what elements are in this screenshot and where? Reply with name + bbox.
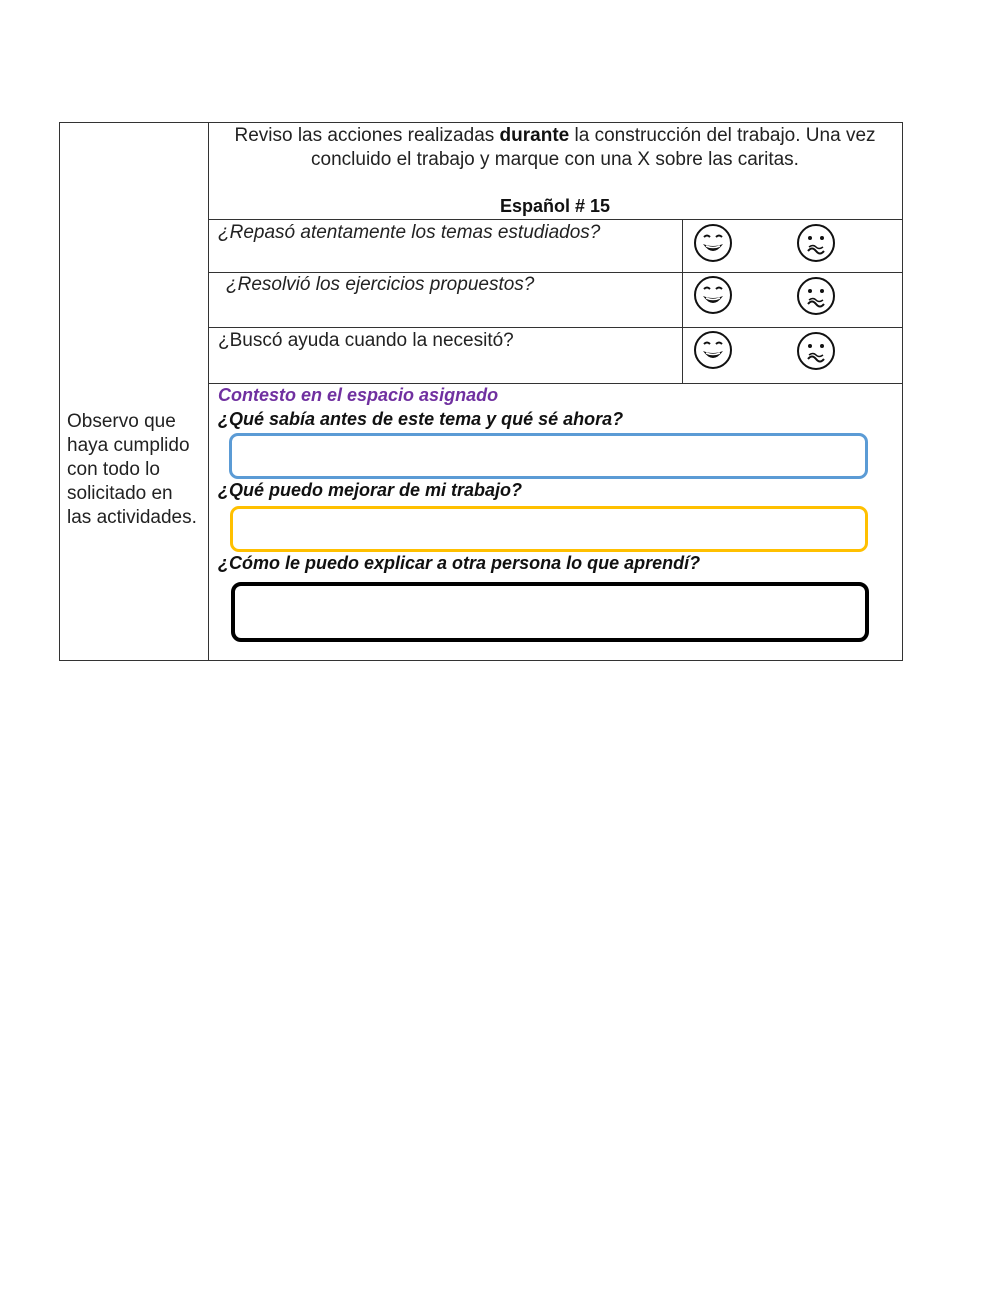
sad-face-icon[interactable] bbox=[796, 223, 836, 263]
reflection-question-2: ¿Qué puedo mejorar de mi trabajo? bbox=[218, 480, 523, 500]
question-1: ¿Repasó atentamente los temas estudiados? bbox=[218, 222, 601, 243]
answer-box-3[interactable] bbox=[231, 582, 869, 642]
answer-box-1[interactable] bbox=[229, 433, 868, 479]
row-divider-3 bbox=[208, 383, 902, 384]
column-divider-left bbox=[208, 122, 209, 661]
criterion-text: Observo que haya cumplido con todo lo solicitado en las actividades. bbox=[67, 411, 197, 528]
instructions-part-2: la construcción del trabajo. Una vez concluido el trabajo y marque con una X sobre las caritas. bbox=[311, 125, 876, 170]
self-assessment-table bbox=[59, 122, 903, 661]
row-divider-2 bbox=[208, 327, 902, 328]
question-3: ¿Buscó ayuda cuando la necesitó? bbox=[218, 330, 514, 351]
happy-face-icon[interactable] bbox=[693, 223, 733, 263]
page-title: Español # 15 bbox=[499, 196, 611, 216]
happy-face-icon[interactable] bbox=[693, 330, 733, 370]
instructions-part-1: Reviso las acciones realizadas bbox=[234, 125, 500, 146]
instructions bbox=[211, 124, 899, 172]
answer-box-2[interactable] bbox=[230, 506, 868, 552]
row-divider-title bbox=[208, 219, 902, 220]
column-divider-faces bbox=[682, 219, 683, 383]
question-2: ¿Resolvió los ejercicios propuestos? bbox=[226, 274, 535, 295]
happy-face-icon[interactable] bbox=[693, 275, 733, 315]
instructions-bold: durante bbox=[499, 125, 570, 146]
reflection-question-3: ¿Cómo le puedo explicar a otra persona lo que aprendí? bbox=[218, 553, 701, 573]
reflection-question-1: ¿Qué sabía antes de este tema y qué sé ahora? bbox=[218, 409, 624, 429]
sad-face-icon[interactable] bbox=[796, 276, 836, 316]
sad-face-icon[interactable] bbox=[796, 331, 836, 371]
reflection-heading: Contesto en el espacio asignado bbox=[218, 385, 499, 405]
